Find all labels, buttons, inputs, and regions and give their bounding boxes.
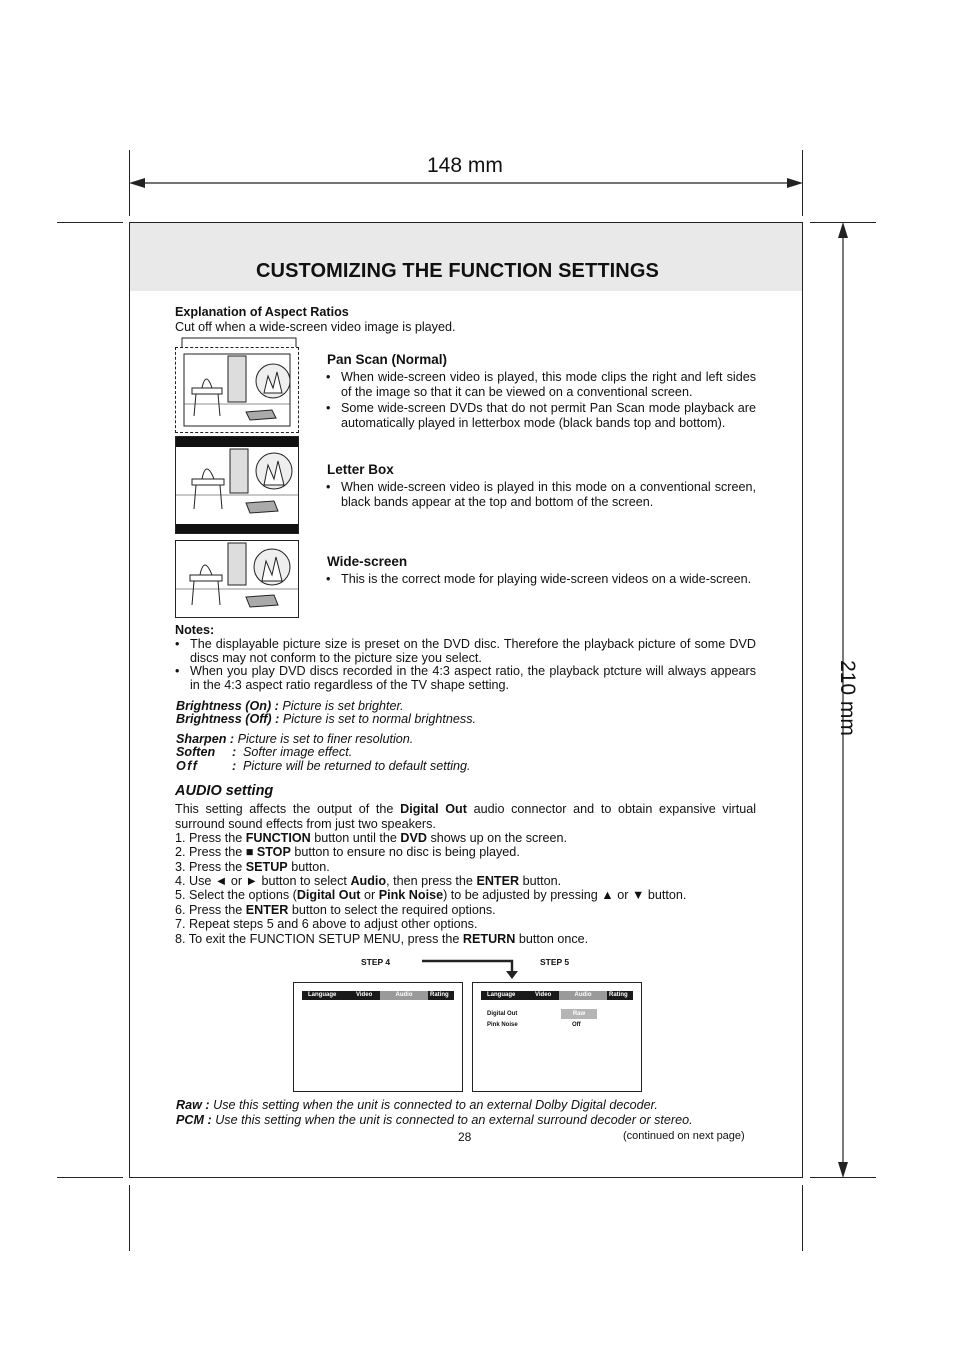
- notes-heading: Notes:: [175, 623, 215, 637]
- tab-audio[interactable]: Audio: [380, 991, 428, 1000]
- option-digital-out[interactable]: Digital Out: [487, 1011, 518, 1017]
- step4-label: STEP 4: [361, 957, 391, 967]
- wide-screen-heading: Wide-screen: [327, 554, 408, 569]
- step4-menu-screen: [293, 982, 463, 1092]
- list-item: • When wide-screen video is played in this mode on a conventional screen, black bands appear at the top and bottom of the screen.: [326, 480, 756, 509]
- menu-tab-bar: [481, 991, 633, 1000]
- page-number: 28: [458, 1130, 472, 1144]
- tab-rating[interactable]: Rating: [430, 992, 449, 998]
- option-digital-out-value[interactable]: Raw: [561, 1009, 597, 1019]
- list-item: • Some wide-screen DVDs that do not permit Pan Scan mode playback are automatically played in letterbox mode (black bands top and bottom).: [326, 401, 756, 430]
- audio-intro: This setting affects the output of the Digital Out audio connector and to obtain expansive virtual surround sound effects from just two speakers.: [175, 802, 756, 831]
- page-border-left: [129, 222, 130, 1178]
- crop-mark: [129, 1185, 130, 1251]
- tab-video[interactable]: Video: [356, 992, 373, 998]
- raw-desc-line: Raw : Use this setting when the unit is connected to an external Dolby Digital decoder.: [176, 1098, 658, 1112]
- crop-mark: [57, 222, 123, 223]
- audio-heading: AUDIO setting: [175, 783, 274, 799]
- list-item: • When wide-screen video is played, this mode clips the right and left sides of the image so that it can be viewed on a conventional screen.: [326, 370, 756, 399]
- menu-tab-bar: [302, 991, 454, 1000]
- audio-step-2: 2. Press the ■ STOP button to ensure no disc is being played.: [175, 845, 520, 859]
- page-border-bottom: [129, 1177, 803, 1178]
- aspect-heading: Explanation of Aspect Ratios: [175, 305, 349, 319]
- pan-scan-heading: Pan Scan (Normal): [327, 352, 448, 367]
- tab-language[interactable]: Language: [308, 992, 337, 998]
- audio-step-4: 4. Use ◄ or ► button to select Audio, then press the ENTER button.: [175, 874, 562, 888]
- tab-language[interactable]: Language: [487, 992, 516, 998]
- audio-step-7: 7. Repeat steps 5 and 6 above to adjust other options.: [175, 917, 478, 931]
- letter-box-heading: Letter Box: [327, 462, 394, 477]
- page-title: CUSTOMIZING THE FUNCTION SETTINGS: [256, 260, 659, 282]
- list-item: • This is the correct mode for playing wide-screen videos on a wide-screen.: [326, 572, 752, 586]
- soften-desc: Softer image effect.: [243, 745, 353, 759]
- audio-step-3: 3. Press the SETUP button.: [175, 860, 330, 874]
- option-pink-noise-value[interactable]: Off: [572, 1022, 581, 1028]
- page-border-right: [802, 222, 803, 1178]
- soften-colon: :: [232, 745, 237, 759]
- step-arrow: [420, 955, 520, 979]
- tab-video[interactable]: Video: [535, 992, 552, 998]
- aspect-intro: Cut off when a wide-screen video image is played.: [175, 320, 456, 334]
- pan-scan-illustration: [175, 347, 299, 433]
- list-item: • When you play DVD discs recorded in the 4:3 aspect ratio, the playback ptcture will always appears in the 4:3 aspect ratio regardless of the TV shape setting.: [175, 664, 756, 692]
- off-desc: Picture will be returned to default setting.: [243, 759, 471, 773]
- off-term: Off: [176, 759, 199, 773]
- option-pink-noise[interactable]: Pink Noise: [487, 1022, 518, 1028]
- wide-screen-illustration: [175, 540, 299, 618]
- audio-step-5: 5. Select the options (Digital Out or Pink Noise) to be adjusted by pressing ▲ or ▼ button.: [175, 888, 687, 902]
- brightness-on: Brightness (On) : Picture is set brighter.: [176, 699, 404, 713]
- brightness-off: Brightness (Off) : Picture is set to normal brightness.: [176, 712, 477, 726]
- letter-box-illustration: [175, 436, 299, 534]
- sharpen-line: Sharpen : Picture is set to finer resolution.: [176, 732, 414, 746]
- width-dimension-label: 148 mm: [427, 154, 503, 177]
- tab-audio[interactable]: Audio: [559, 991, 607, 1000]
- crop-mark: [802, 1185, 803, 1251]
- step5-menu-screen: [472, 982, 642, 1092]
- continued-note: (continued on next page): [623, 1130, 745, 1142]
- audio-step-8: 8. To exit the FUNCTION SETUP MENU, press the RETURN button once.: [175, 932, 589, 946]
- list-item: • The displayable picture size is preset on the DVD disc. Therefore the playback picture of some DVD discs may not conform to the picture size you select.: [175, 637, 756, 665]
- pcm-desc-line: PCM : Use this setting when the unit is connected to an external surround decoder or stereo.: [176, 1113, 693, 1127]
- tab-rating[interactable]: Rating: [609, 992, 628, 998]
- height-dimension-label: 210 mm: [836, 660, 859, 736]
- soften-term: Soften: [176, 745, 216, 759]
- off-colon: :: [232, 759, 237, 773]
- step5-label: STEP 5: [540, 957, 570, 967]
- audio-step-1: 1. Press the FUNCTION button until the DVD shows up on the screen.: [175, 831, 567, 845]
- audio-step-6: 6. Press the ENTER button to select the required options.: [175, 903, 496, 917]
- crop-mark: [57, 1177, 123, 1178]
